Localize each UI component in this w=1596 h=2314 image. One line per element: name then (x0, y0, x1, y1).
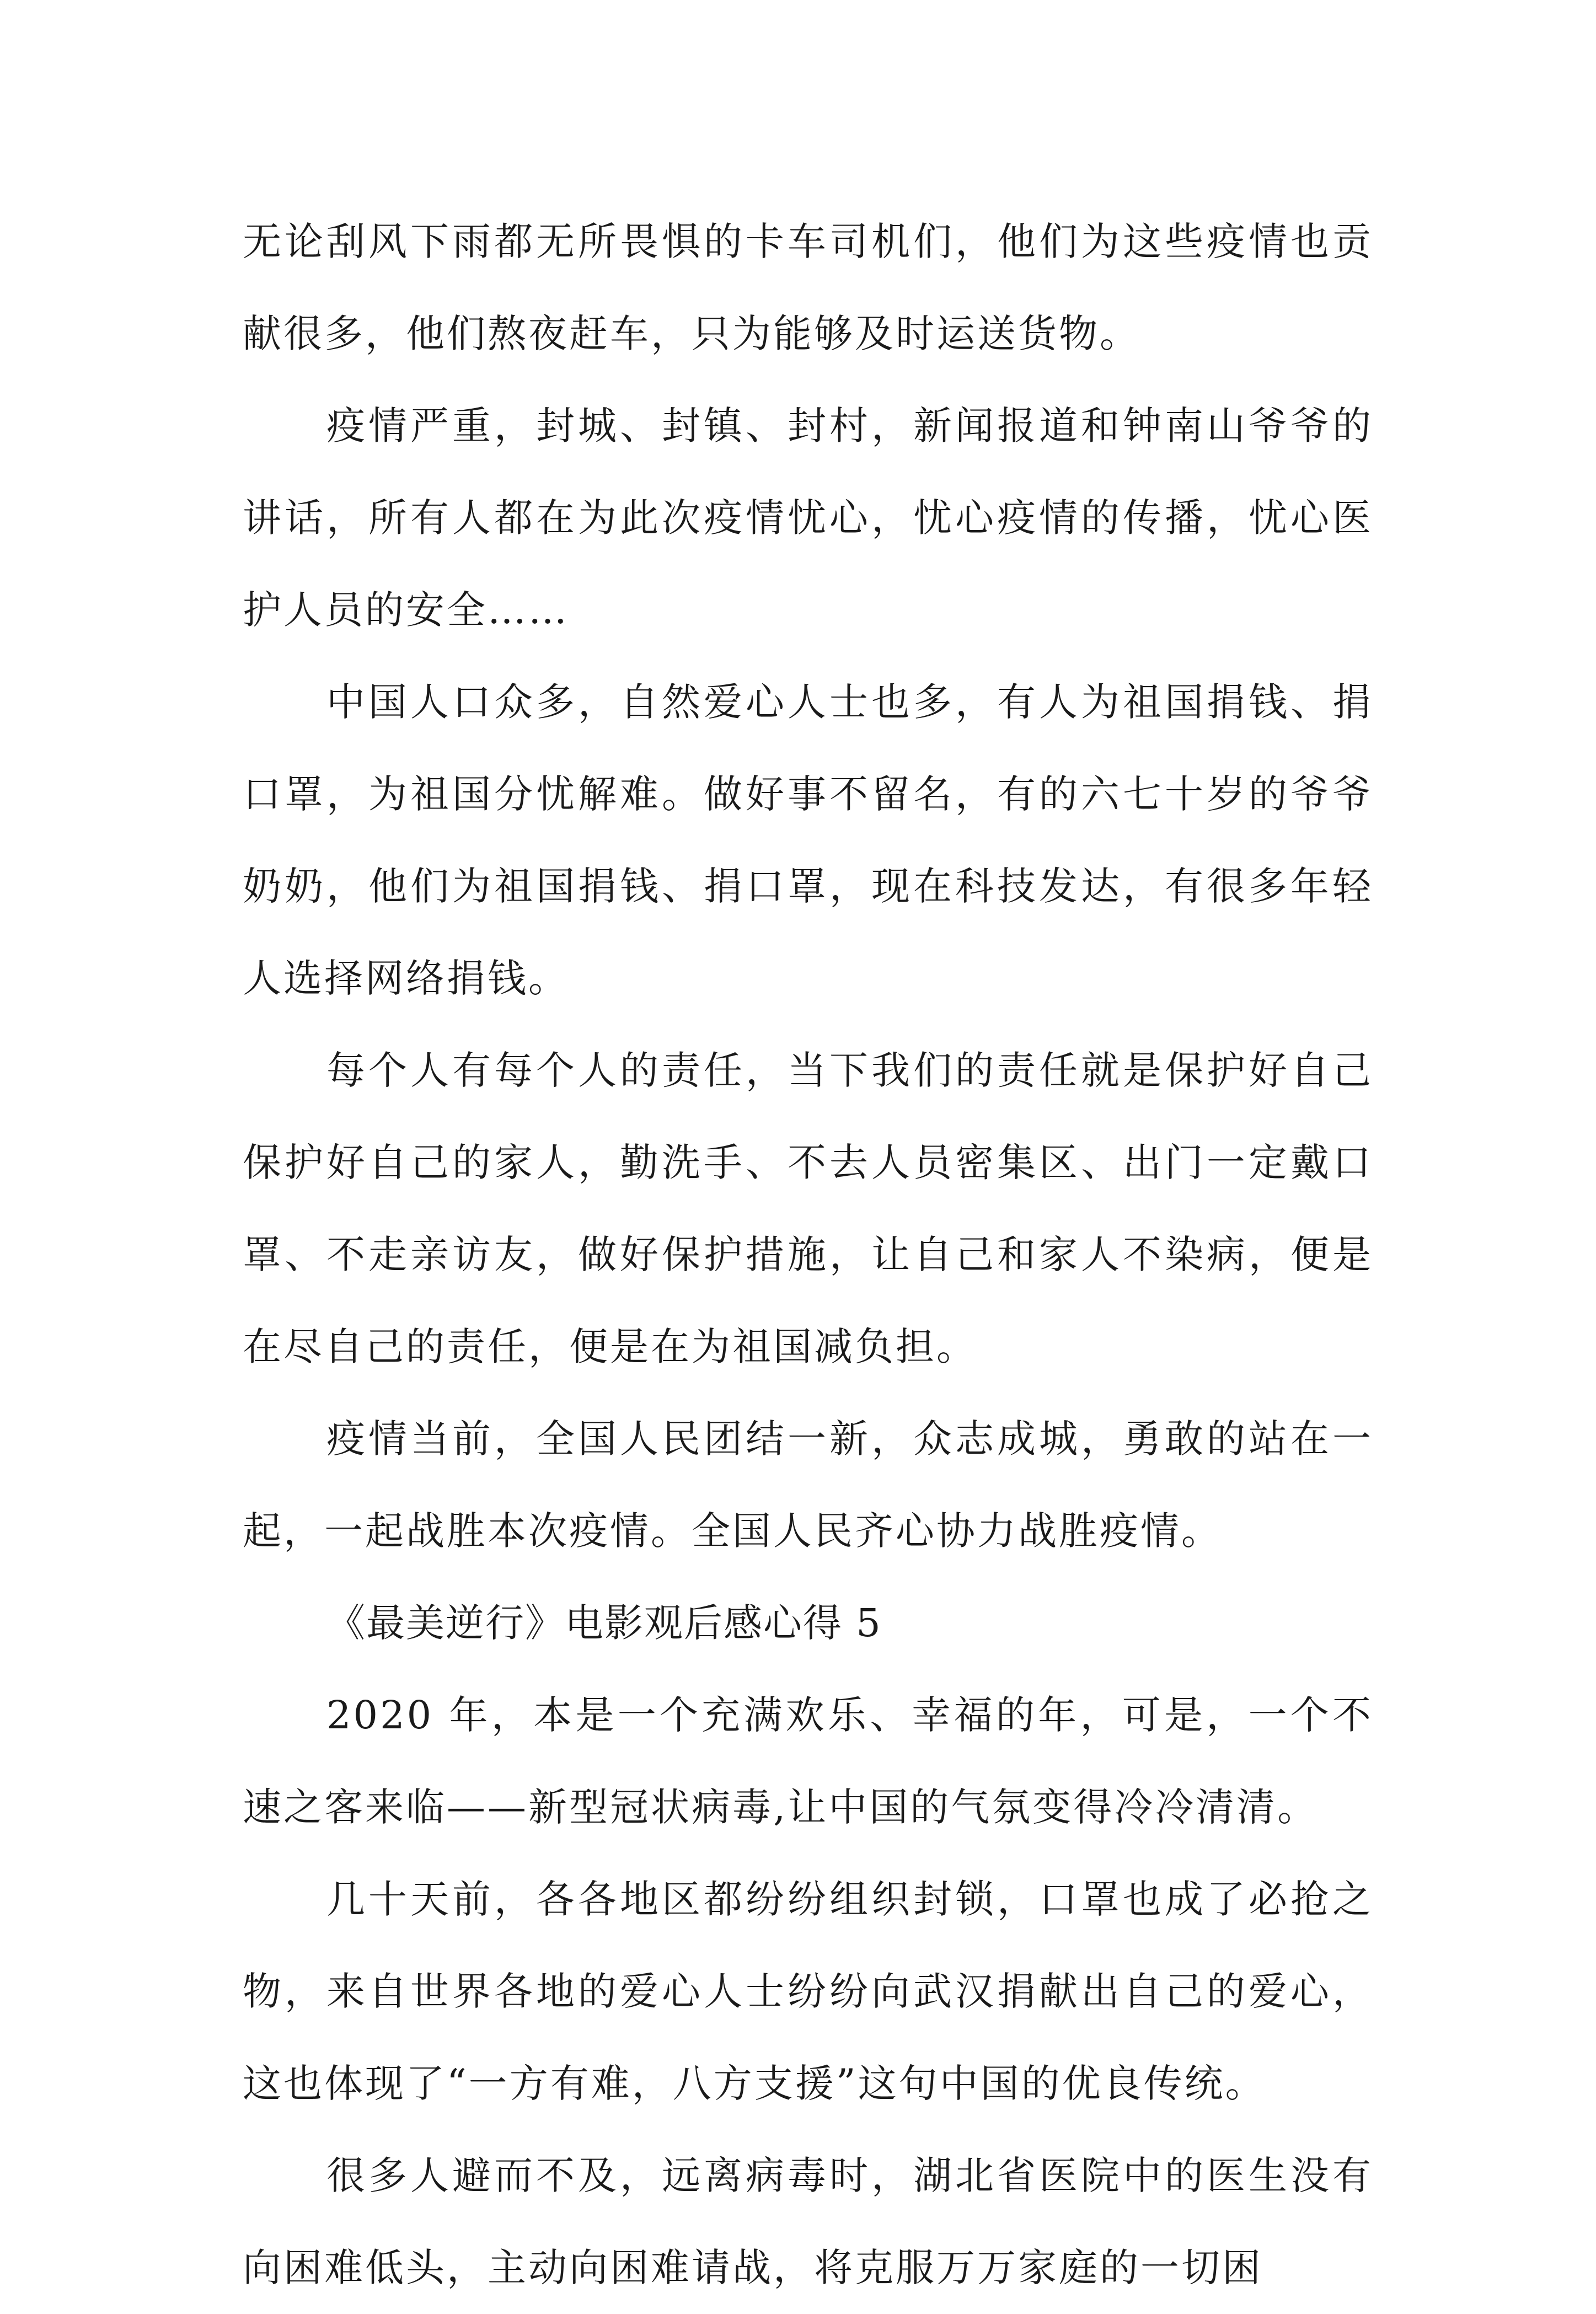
paragraph-doctors: 很多人避而不及，远离病毒时，湖北省医院中的医生没有向困难低头，主动向困难请战，将克服万万家庭的一切困 (243, 2153, 1373, 2290)
paragraph-unity: 疫情当前，全国人民团结一新，众志成城，勇敢的站在一起，一起战胜本次疫情。全国人民齐心协力战胜疫情。 (243, 1416, 1373, 1554)
paragraph-continued: 无论刮风下雨都无所畏惧的卡车司机们，他们为这些疫情也贡献很多，他们熬夜赶车，只为能够及时运送货物。 (243, 219, 1373, 356)
paragraph-responsibility: 每个人有每个人的责任，当下我们的责任就是保护好自己保护好自己的家人，勤洗手、不去人员密集区、出门一定戴口罩、不走亲访友，做好保护措施，让自己和家人不染病，便是在尽自己的责任，便是在为祖国减负担。 (243, 1048, 1373, 1369)
document-body (243, 196, 1373, 2314)
paragraph-year-2020: 2020 年，本是一个充满欢乐、幸福的年，可是，一个不速之客来临——新型冠状病毒,让中国的气氛变得冷冷清清。 (243, 1692, 1373, 1830)
paragraph-epidemic-severe: 疫情严重，封城、封镇、封村，新闻报道和钟南山爷爷的讲话，所有人都在为此次疫情忧心，忧心疫情的传播，忧心医护人员的安全…… (243, 403, 1373, 633)
section-title: 《最美逆行》电影观后感心得 5 (326, 1600, 882, 1646)
paragraph-donations: 中国人口众多，自然爱心人士也多，有人为祖国捐钱、捐口罩，为祖国分忧解难。做好事不留名，有的六七十岁的爷爷奶奶，他们为祖国捐钱、捐口罩，现在科技发达，有很多年轻人选择网络捐钱。 (243, 679, 1373, 1001)
paragraph-lockdown: 几十天前，各各地区都纷纷组织封锁，口罩也成了必抢之物，来自世界各地的爱心人士纷纷向武汉捐献出自己的爱心，这也体现了“一方有难，八方支援”这句中国的优良传统。 (243, 1877, 1373, 2106)
